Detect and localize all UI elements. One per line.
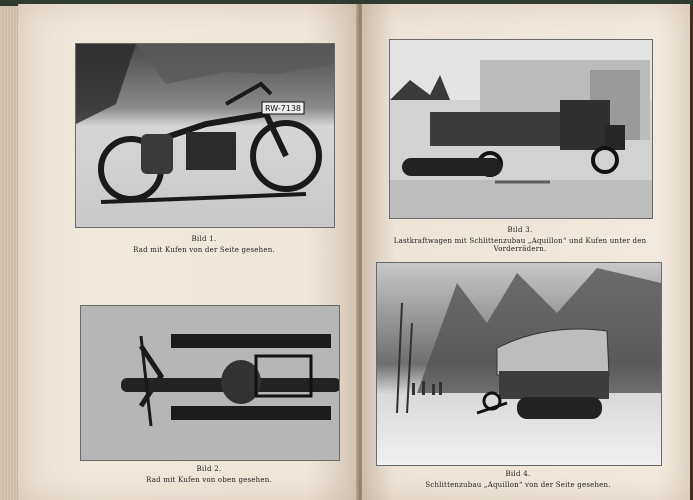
- figure-caption: Lastkraftwagen mit Schlittenzubau „Aquillon“ und Kufen unter den Vorderrädern.: [393, 237, 647, 253]
- caption-bild-4: [376, 470, 660, 489]
- figure-caption: Rad mit Kufen von oben gesehen.: [146, 476, 272, 484]
- caption-bild-2: [80, 465, 338, 484]
- figure-caption: Schlittenzubau „Aquillon“ von der Seite gesehen.: [425, 481, 611, 489]
- right-page: [362, 4, 690, 500]
- photo-bild-3: [389, 39, 653, 219]
- photo-bild-2: [80, 305, 340, 461]
- license-plate-text: RW-7138: [264, 104, 302, 113]
- truck-image: [390, 40, 652, 218]
- photo-bild-1: [75, 43, 335, 228]
- figure-number: Bild 2.: [196, 465, 222, 473]
- caption-bild-1: [75, 235, 333, 254]
- left-page: [18, 4, 358, 500]
- page-edges: [0, 6, 18, 500]
- sled-vehicle-image: [377, 263, 661, 465]
- figure-caption: Rad mit Kufen von der Seite gesehen.: [133, 246, 275, 254]
- photo-bild-4: [376, 262, 662, 466]
- motorcycle-top-image: [81, 306, 339, 460]
- figure-number: Bild 1.: [191, 235, 217, 243]
- figure-number: Bild 3.: [507, 226, 533, 234]
- caption-bild-3: [382, 226, 658, 253]
- figure-number: Bild 4.: [505, 470, 531, 478]
- motorcycle-side-image: [76, 44, 334, 227]
